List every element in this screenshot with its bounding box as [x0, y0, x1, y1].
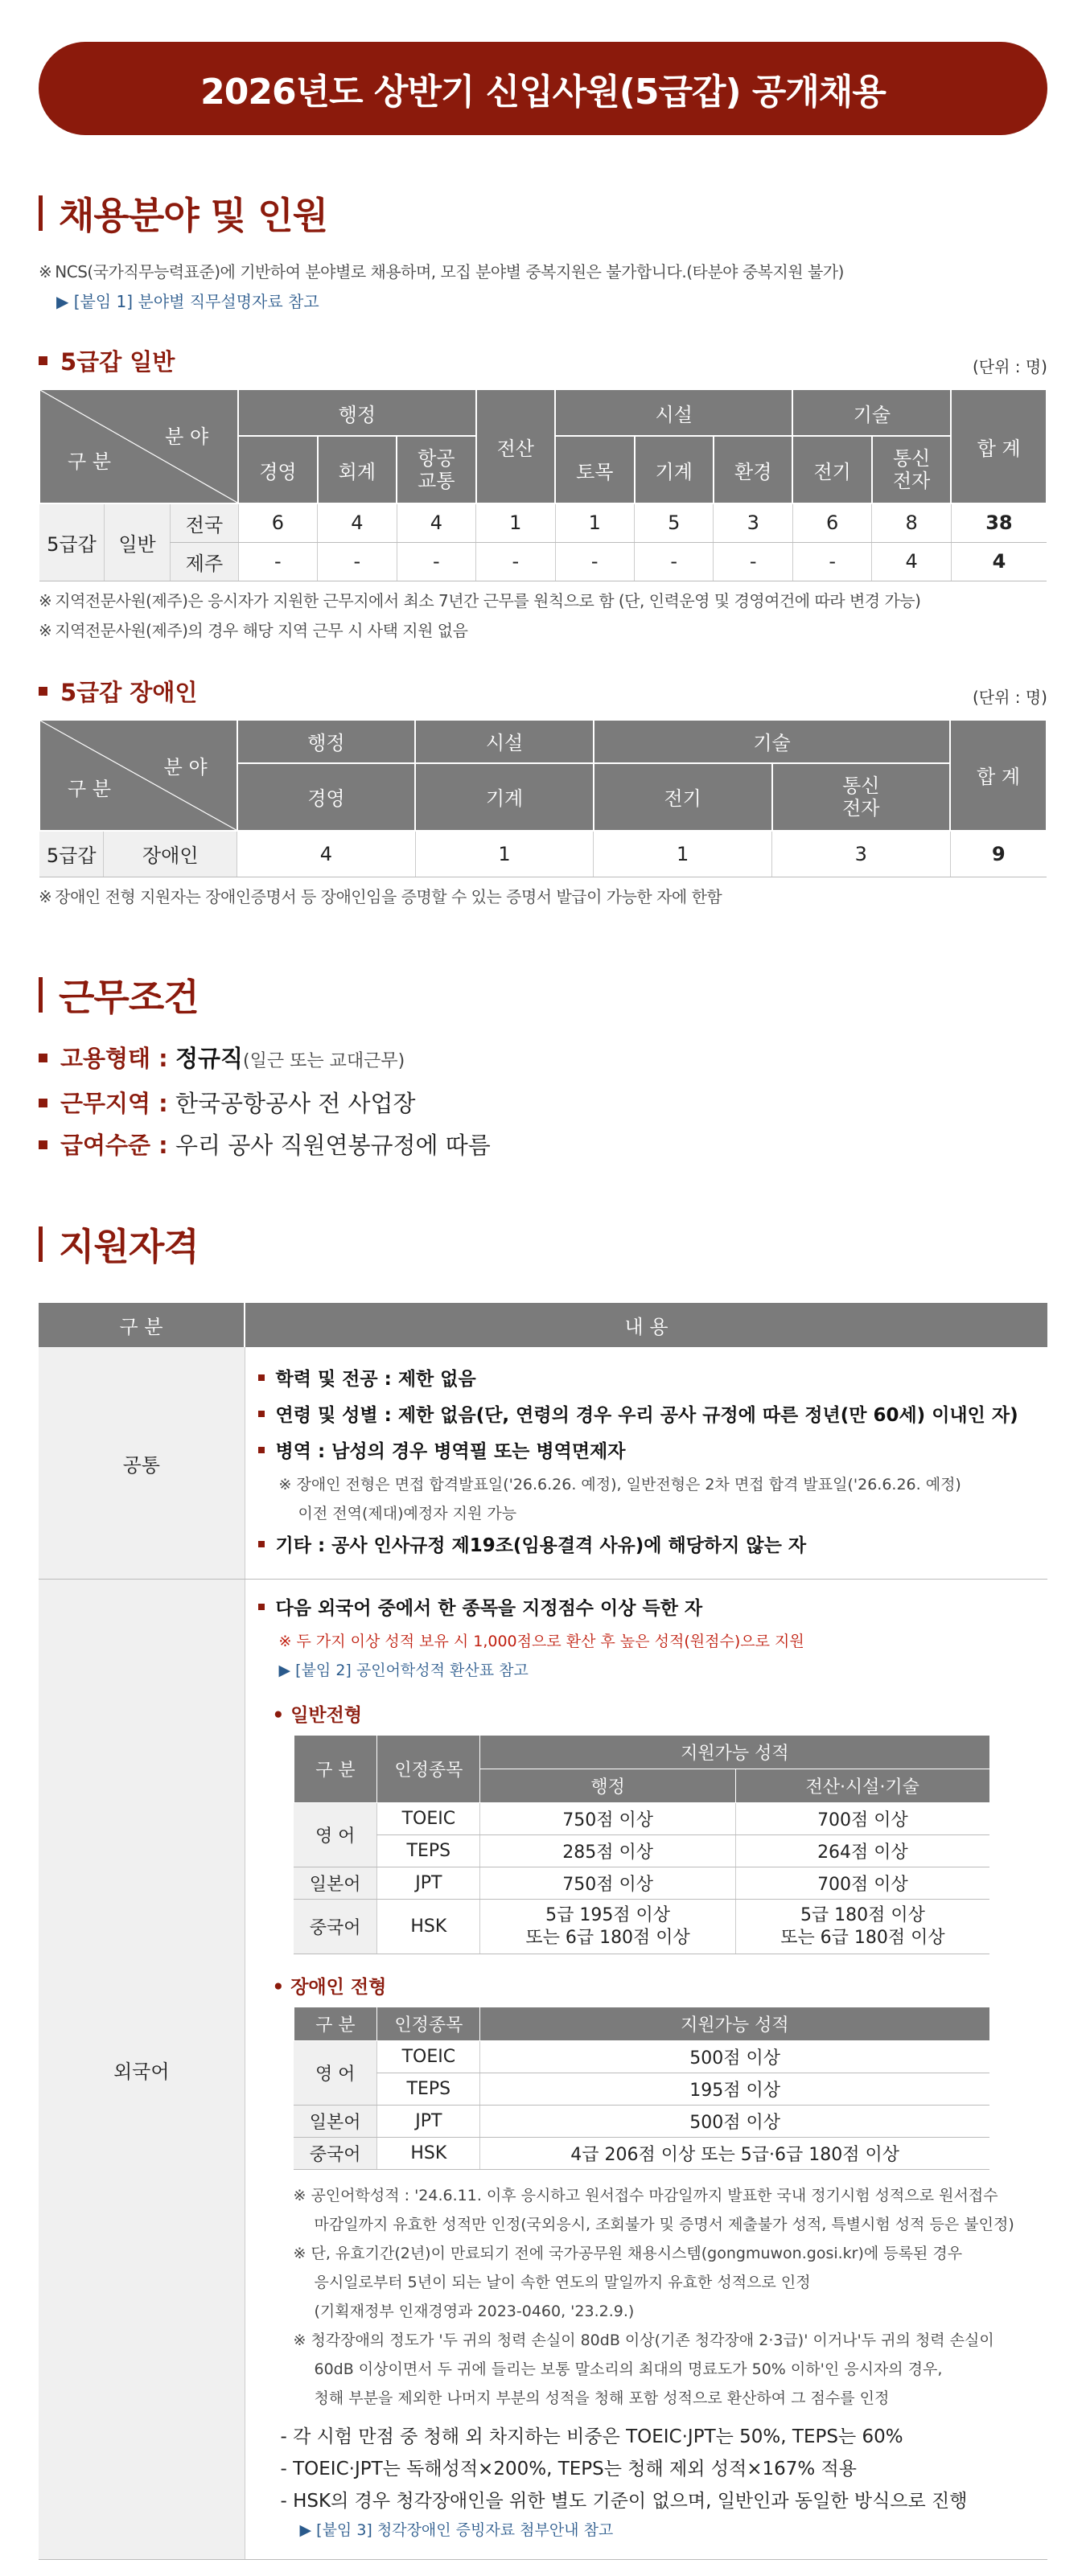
- common-note: ※ 장애인 전형은 면접 합격발표일('26.6.26. 예정), 일반전형은 2차 면접 합격 발표일('26.6.26. 예정): [278, 1476, 961, 1493]
- common-item: [258, 1398, 1048, 1434]
- cell: -: [792, 542, 871, 581]
- section-title-text: 지원자격: [59, 1225, 199, 1268]
- table-row: [294, 1867, 989, 1900]
- note-text: 단, 유효기간(2년)이 만료되기 전에 국가공무원 채용시스템(gongmuwon.gosi.kr)에 등록된 경우: [311, 2245, 963, 2262]
- attachment-2-link[interactable]: [258, 1656, 1048, 1686]
- dis-score-table: [294, 2007, 990, 2170]
- th-score: 지원가능 성적: [480, 1736, 989, 1769]
- cell: -: [397, 542, 475, 581]
- th-gubun: 구 분: [294, 1736, 377, 1803]
- condition-location: [39, 1083, 1047, 1124]
- cell-lang: 영 어: [294, 2041, 377, 2106]
- attachment-1-text: [붙임 1] 분야별 직무설명자료 참고: [73, 292, 319, 311]
- cell: 700점 이상: [735, 1867, 989, 1900]
- square-bullet-icon: [258, 1411, 265, 1417]
- cell: 4: [397, 503, 475, 542]
- cell: -: [238, 542, 317, 581]
- dash-line: - TOEIC·JPT는 독해성적×200%, TEPS는 청해 제외 성적×167% 적용: [280, 2459, 857, 2479]
- section-bar: [39, 1226, 43, 1262]
- triangle-icon: ▶: [56, 292, 74, 311]
- table2-note: ※ 장애인 전형 지원자는 장애인증명서 등 장애인임을 증명할 수 있는 증명서 발급이 가능한 자에 한함: [39, 887, 722, 906]
- cell: 750점 이상: [480, 1803, 736, 1835]
- section-title-text: 채용분야 및 인원: [59, 194, 328, 237]
- diag-top-label: 분 야: [165, 425, 209, 448]
- cond-key: 근무지역 :: [60, 1090, 168, 1117]
- note-text: 장애인 전형 지원자는 장애인증명서 등 장애인임을 증명할 수 있는 증명서 발급이 가능한 자에 한함: [55, 887, 722, 906]
- group-admin: 행정: [238, 389, 475, 436]
- cell: 5급 180점 이상 또는 6급 180점 이상: [735, 1900, 989, 1954]
- table-row: [294, 1900, 989, 1954]
- sub-electric: 전기: [594, 763, 772, 831]
- qual-label-language: 외국어: [39, 1580, 245, 2560]
- common-item: [258, 1528, 1048, 1564]
- table2-title: [39, 675, 197, 708]
- qual-header-content: 내 용: [245, 1303, 1047, 1347]
- cell-lang: 중국어: [294, 2138, 377, 2170]
- cell-item: HSK: [377, 2138, 480, 2170]
- cell-lang: 일본어: [294, 2106, 377, 2138]
- cell: 195점 이상: [480, 2073, 989, 2106]
- cond-value: 우리 공사 직원연봉규정에 따름: [175, 1132, 491, 1159]
- attachment-3-link[interactable]: [258, 2517, 1048, 2543]
- table1-title: [39, 344, 175, 377]
- table2-title-text: 5급갑 장애인: [60, 678, 198, 706]
- table-row: [294, 1835, 989, 1867]
- sub-electric: 전기: [792, 436, 871, 503]
- square-bullet-icon: [258, 1604, 265, 1610]
- attachment-1-link[interactable]: [39, 287, 1047, 317]
- cell: 4: [318, 503, 397, 542]
- sub-accounting: 회계: [318, 436, 397, 503]
- note-text: 마감일까지 유효한 성적만 인정(국외응시, 조회불가 및 증명서 제출불가 성적, 특별시험 성적 등은 불인정): [314, 2216, 1014, 2233]
- condition-employment: [39, 1037, 1047, 1083]
- group-facility: 시설: [415, 720, 594, 763]
- dash-line: - 각 시험 만점 중 청해 외 차지하는 비중은 TOEIC·JPT는 50%, TEPS는 60%: [280, 2426, 903, 2447]
- cell: 3: [714, 503, 792, 542]
- cell: 6: [238, 503, 317, 542]
- group-tech: 기술: [594, 720, 950, 763]
- gen-score-table: [294, 1735, 990, 1954]
- square-bullet-icon: [258, 1541, 265, 1547]
- table2-header: [39, 675, 1047, 708]
- dis-subtitle: • 장애인 전형: [272, 1977, 387, 1998]
- gen-subtitle-text: 일반전형: [290, 1705, 363, 1726]
- lang-notes: [294, 2181, 1048, 2413]
- cell-total: 9: [950, 831, 1047, 877]
- cell: -: [714, 542, 792, 581]
- cell: -: [318, 542, 397, 581]
- note-text: 지역전문사원(제주)의 경우 해당 지역 근무 시 사택 지원 없음: [55, 620, 468, 640]
- lang-note: ※ 공인어학성적 : '24.6.11. 이후 응시하고 원서접수 마감일까지 발표한 국내 정기시험 성적으로 원서접수: [293, 2187, 998, 2204]
- cond-key: 고용형태 :: [60, 1045, 168, 1072]
- row-region: 제주: [171, 542, 238, 581]
- cell: -: [476, 542, 555, 581]
- note-text: 청각장애의 정도가 '두 귀의 청력 손실이 80dB 이상(기존 청각장애 2·3급)' 이거나'두 귀의 청력 손실이: [311, 2332, 994, 2349]
- dash-line: - HSK의 경우 청각장애인을 위한 별도 기준이 없으며, 일반인과 동일한 방식으로 진행: [280, 2491, 968, 2512]
- table-row: [39, 542, 1047, 581]
- table2-diagonal-header: [39, 720, 237, 831]
- sub-environment: 환경: [714, 436, 792, 503]
- cell: 285점 이상: [480, 1835, 736, 1867]
- table-row: [294, 2073, 989, 2106]
- sub-management: 경영: [238, 436, 317, 503]
- square-bullet-icon: [39, 356, 47, 365]
- cell-item: TOEIC: [377, 2041, 480, 2073]
- square-bullet-icon: [258, 1447, 265, 1453]
- row-label-general: 일반: [104, 503, 170, 581]
- cond-value: 한국공항공사 전 사업장: [175, 1090, 416, 1117]
- table1-note-2: ※ 지역전문사원(제주)의 경우 해당 지역 근무 시 사택 지원 없음: [39, 620, 468, 640]
- sub-telecom: 통신 전자: [772, 763, 951, 831]
- th-item: 인정종목: [377, 2007, 480, 2041]
- sub-mechanical: 기계: [635, 436, 714, 503]
- section-title-text: 근무조건: [59, 976, 199, 1019]
- cond-extra: (일근 또는 교대근무): [243, 1051, 405, 1071]
- qual-label-common: 공통: [39, 1347, 245, 1580]
- group-it: 전산: [476, 389, 555, 503]
- qual-row-language: [39, 1580, 1047, 2560]
- sub-mechanical: 기계: [415, 763, 594, 831]
- table-row: [294, 1803, 989, 1835]
- cell: 1: [555, 503, 634, 542]
- table-general: [39, 388, 1047, 581]
- group-facility: 시설: [555, 389, 792, 436]
- diag-top-label: 분 야: [163, 755, 208, 779]
- item-key: 병역 :: [275, 1441, 326, 1462]
- note-text: (기획재정부 인재경영과 2023-0460, '23.2.9.): [314, 2303, 635, 2320]
- table-row: [294, 2138, 989, 2170]
- sub-civil: 토목: [555, 436, 634, 503]
- table-row: [294, 2041, 989, 2073]
- cell: 5: [635, 503, 714, 542]
- cond-key: 급여수준 :: [60, 1132, 168, 1159]
- square-bullet-icon: [39, 1054, 47, 1062]
- gen-subtitle: • 일반전형: [272, 1705, 363, 1726]
- dis-subtitle-text: 장애인 전형: [290, 1977, 387, 1998]
- square-bullet-icon: [39, 1099, 47, 1107]
- note-text: 지역전문사원(제주)은 응시자가 지원한 근무지에서 최소 7년간 근무를 원칙으로 함 (단, 인력운영 및 경영여건에 따라 변경 가능): [55, 590, 921, 610]
- page-banner: 2026년도 상반기 신입사원(5급갑) 공개채용: [39, 42, 1047, 135]
- item-value: 제한 없음(단, 연령의 경우 우리 공사 규정에 따른 정년(만 60세) 이내인 자): [397, 1405, 1018, 1426]
- lang-head: [258, 1591, 1048, 1627]
- lang-red-note: ※ 두 가지 이상 성적 보유 시 1,000점으로 환산 후 높은 성적(원점수)으로 지원: [278, 1633, 804, 1650]
- note-text: 장애인 전형은 면접 합격발표일('26.6.26. 예정), 일반전형은 2차 면접 합격 발표일('26.6.26. 예정): [296, 1476, 961, 1493]
- cell-item: HSK: [377, 1900, 480, 1954]
- group-admin: 행정: [237, 720, 416, 763]
- item-value: 제한 없음: [397, 1369, 476, 1390]
- qual-row-common: [39, 1347, 1047, 1580]
- section-title-conditions: [39, 968, 1047, 1021]
- conditions-list: [39, 1037, 1047, 1166]
- qualification-table: [39, 1303, 1047, 2560]
- section-bar: [39, 977, 43, 1013]
- square-bullet-icon: [39, 1140, 47, 1149]
- table-row: [294, 2106, 989, 2138]
- cell-lang: 영 어: [294, 1803, 377, 1867]
- diag-bottom-label: 구 분: [68, 777, 111, 800]
- table1-unit: (단위 : 명): [972, 357, 1047, 376]
- lang-note: ※ 청각장애의 정도가 '두 귀의 청력 손실이 80dB 이상(기존 청각장애 2·3급)' 이거나'두 귀의 청력 손실이: [293, 2332, 994, 2349]
- cell-total: 38: [951, 503, 1047, 542]
- th-score: 지원가능 성적: [480, 2007, 989, 2041]
- cell-total: 4: [951, 542, 1047, 581]
- row-label-grade: 5급갑: [39, 831, 104, 877]
- square-bullet-icon: [258, 1374, 265, 1381]
- group-tech: 기술: [792, 389, 951, 436]
- note-text: 응시일로부터 5년이 되는 날이 속한 연도의 말일까지 유효한 성적으로 인정: [314, 2274, 811, 2291]
- item-value: 남성의 경우 병역필 또는 병역면제자: [331, 1441, 626, 1462]
- th-item: 인정종목: [377, 1736, 480, 1803]
- table1-title-text: 5급갑 일반: [60, 348, 175, 376]
- item-key: 연령 및 성별 :: [275, 1405, 392, 1426]
- sub-aviation: 항공 교통: [397, 436, 475, 503]
- cell: 4: [872, 542, 951, 581]
- sub-telecom: 통신 전자: [872, 436, 951, 503]
- triangle-icon: ▶: [299, 2521, 317, 2539]
- table-row: [39, 831, 1047, 877]
- cell-item: TEPS: [377, 2073, 480, 2106]
- row-region: 전국: [171, 503, 238, 542]
- cell-lang: 중국어: [294, 1900, 377, 1954]
- th-gubun: 구 분: [294, 2007, 377, 2041]
- note-text: 청해 부분을 제외한 나머지 부분의 성적을 청해 포함 성적으로 환산하여 그 점수를 인정: [314, 2389, 890, 2407]
- cell: 4: [237, 831, 416, 877]
- table1-header: [39, 344, 1047, 377]
- ncs-note-text: NCS(국가직무능력표준)에 기반하여 분야별로 채용하며, 모집 분야별 중복지원은 불가합니다.(타분야 중복지원 불가): [55, 262, 844, 281]
- item-value: 공사 인사규정 제19조(임용결격 사유)에 해당하지 않는 자: [331, 1535, 807, 1556]
- cell-item: JPT: [377, 2106, 480, 2138]
- cell: 500점 이상: [480, 2106, 989, 2138]
- common-note-cont: 이전 전역(제대)예정자 지원 가능: [298, 1505, 517, 1522]
- lang-dashes: [281, 2421, 1048, 2517]
- item-key: 기타 :: [275, 1535, 326, 1556]
- item-key: 학력 및 전공 :: [275, 1369, 392, 1390]
- cell: 500점 이상: [480, 2041, 989, 2073]
- group-total: 합 계: [951, 389, 1047, 503]
- cell-item: TEPS: [377, 1835, 480, 1867]
- common-item: [258, 1434, 1048, 1470]
- lang-head-text: 다음 외국어 중에서 한 종목을 지정점수 이상 득한 자: [275, 1598, 703, 1619]
- row-label-grade: 5급갑: [39, 503, 104, 581]
- cell: 264점 이상: [735, 1835, 989, 1867]
- cell-lang: 일본어: [294, 1867, 377, 1900]
- lang-note: ※ 단, 유효기간(2년)이 만료되기 전에 국가공무원 채용시스템(gongmuwon.gosi.kr)에 등록된 경우: [293, 2245, 963, 2262]
- cell: 700점 이상: [735, 1803, 989, 1835]
- table2-unit: (단위 : 명): [972, 687, 1047, 707]
- table1-diagonal-header: [39, 389, 238, 503]
- group-total: 합 계: [950, 720, 1047, 831]
- condition-salary: [39, 1124, 1047, 1166]
- note-text: 공인어학성적 : '24.6.11. 이후 응시하고 원서접수 마감일까지 발표한 국내 정기시험 성적으로 원서접수: [311, 2187, 998, 2204]
- section-title-qualification: [39, 1218, 1047, 1271]
- table-disabled: [39, 719, 1047, 878]
- cell: 4급 206점 이상 또는 5급·6급 180점 이상: [480, 2138, 989, 2170]
- section-title-recruitment: [39, 187, 1047, 240]
- cell: 3: [772, 831, 951, 877]
- cell-item: TOEIC: [377, 1803, 480, 1835]
- diag-bottom-label: 구 분: [68, 450, 111, 473]
- triangle-icon: ▶: [278, 1662, 296, 1679]
- attachment-3-text: [붙임 3] 청각장애인 증빙자료 첨부안내 참고: [316, 2521, 614, 2539]
- square-bullet-icon: [39, 687, 47, 696]
- ncs-note: ※ NCS(국가직무능력표준)에 기반하여 분야별로 채용하며, 모집 분야별 중복지원은 불가합니다.(타분야 중복지원 불가): [39, 262, 844, 281]
- th-admin: 행정: [480, 1769, 736, 1803]
- cell: 6: [792, 503, 871, 542]
- cell: -: [635, 542, 714, 581]
- qual-header-gubun: 구 분: [39, 1303, 245, 1347]
- cell: 1: [594, 831, 772, 877]
- cell-item: JPT: [377, 1867, 480, 1900]
- attachment-2-text: [붙임 2] 공인어학성적 환산표 참고: [295, 1662, 529, 1679]
- note-text: 두 가지 이상 성적 보유 시 1,000점으로 환산 후 높은 성적(원점수)으로 지원: [296, 1633, 804, 1650]
- table1-note-1: ※ 지역전문사원(제주)은 응시자가 지원한 근무지에서 최소 7년간 근무를 원칙으로 함 (단, 인력운영 및 경영여건에 따라 변경 가능): [39, 590, 921, 610]
- cell: 1: [476, 503, 555, 542]
- cond-value: 정규직: [175, 1045, 244, 1072]
- sub-management: 경영: [237, 763, 416, 831]
- row-label-disabled: 장애인: [104, 831, 237, 877]
- note-text: 60dB 이상이면서 두 귀에 들리는 보통 말소리의 최대의 명료도가 50% 이하'인 응시자의 경우,: [314, 2360, 943, 2378]
- cell: 8: [872, 503, 951, 542]
- th-tech: 전산·시설·기술: [735, 1769, 989, 1803]
- cell: 750점 이상: [480, 1867, 736, 1900]
- cell: -: [555, 542, 634, 581]
- table-row: [39, 503, 1047, 542]
- common-item: [258, 1362, 1048, 1398]
- section-bar: [39, 195, 43, 231]
- cell: 5급 195점 이상 또는 6급 180점 이상: [480, 1900, 736, 1954]
- cell: 1: [415, 831, 594, 877]
